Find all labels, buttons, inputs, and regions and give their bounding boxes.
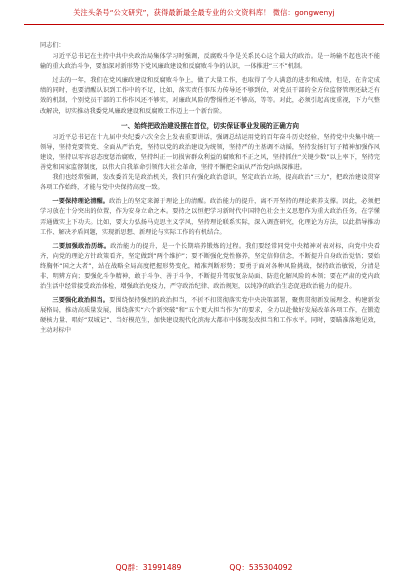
item-training-title: 二要加强政治历练。 bbox=[52, 242, 111, 250]
item-training bbox=[40, 242, 380, 292]
item-theory-body: 政治上的坚定来源于理论上的清醒。政治能力的提升，离不开坚持的理论素养支撑。因此，必须把学习放在十分突出的位置，作为安身立命之本。要持之以恒把学习新时代中国特色社会主义思想作为重大政治任务，在学懂弄通做实上下功夫。比如，要大力弘扬马克思主义学风，坚持理论联系实际，深入调查研究，化理论为方法，以此指导推动工作、解决矛盾问题，实现新思想、新理论与实际工作的有机结合。 bbox=[40, 198, 381, 236]
footer-qq-group: QQ群：31991489 bbox=[115, 563, 182, 572]
item-responsibility-body: 要围绕保持强烈的政治担当，不折不扣贯彻落实党中央决策部署，聚焦贯彻新发展理念、构建新发展格局，推动高质量发展，围绕落实“六个新突破”和“五个更大担当作为”的要求，全力以赴做好发展改革各项工作，在锻造硬核力量、唱好“双城记”、当好模范生，加快建设现代化滨海大都市中体现发改担当和工作水平。同时，要瞄准落地见效，主动对标中 bbox=[40, 297, 381, 335]
footer-contacts bbox=[0, 562, 408, 573]
item-responsibility-title: 三要强化政治担当。 bbox=[52, 297, 110, 305]
footer-qq: QQ：535304092 bbox=[229, 563, 293, 572]
header-divider bbox=[24, 24, 384, 25]
section-heading: 一、始终把政治建设摆在首位，切实保证事业发展的正确方向 bbox=[120, 121, 300, 130]
item-training-body: 政治能力的提升，是一个长期培养锻炼的过程。我们要经常同党中央精神对表对标，向党中央看齐，向党的理论方针政策看齐，坚定做到“两个维护”；要不断强化党性修养，坚定信仰信念，不断提升自身政治觉悟；要始终胸怀“国之大者”，站在战略全局高度把握形势变化，精准判断形势；要勇于面对各种风险挑战，保持政治敏锐，分清是非、明辨方向；要强化斗争精神，敢于斗争、善于斗争，不断提升驾驭复杂局面、防范化解风险的本领；要在严肃的党内政治生活中经常接受政治体检，增强政治免疫力，严守政治纪律、政治规矩，以纯净的政治生态促进政治能力的提升。 bbox=[40, 242, 381, 291]
item-theory-title: 一要保持理论清醒。 bbox=[52, 198, 110, 206]
item-responsibility bbox=[40, 296, 380, 336]
document-body bbox=[40, 41, 380, 337]
salutation: 同志们： bbox=[40, 42, 65, 49]
paragraph-political-organ: 我们也经常强调，发改委首先是政治机关，我们只有强化政治意识，坚定政治立场，提高政治“三力”，把政治建设贯穿各项工作始终，才能与党中央保持高度一致。 bbox=[40, 174, 380, 192]
paragraph-review: 过去的一年，我们在党风廉政建设和反腐败斗争上，做了大量工作，也取得了令人满意的进步和成绩，但是，在肯定成绩的同时，也要清醒认识到工作中的不足，比如，落实责任事压力传导还不够到位，对党员干部的全方位监督管理还缺乏有效的机制，个别党员干部的工作作风还不够实，对廉政风险的警惕性还不够高，等等。对此，必须引起高度重视，下力气整改解决，切实推动我委党风廉政建设和反腐败工作迈上一个新台阶。 bbox=[40, 77, 380, 115]
header-banner: 关注头条号“公文研究”，获得最新最全最专业的公文资料库！ 微信：gongwenyj bbox=[73, 8, 335, 17]
paragraph-speech: 习近平总书记在十九届中央纪委六次全会上发表重要讲话，强调总结运用党的百年奋斗历史经验，坚持党中央集中统一领导，坚持党要管党、全面从严治党，坚持以党的政治建设为统领，坚持严的主基调不动摇，坚持发扬钉钉子精神加强作风建设，坚持以零容忍态度惩治腐败，坚持纠正一切损害群众利益的腐败和不正之风，坚持抓住“关键少数”以上率下，坚持完善党和国家监督制度，以伟大自我革命引领伟大社会革命，坚持不懈把全面从严治党向纵深推进。 bbox=[40, 133, 380, 172]
paragraph-intro: 习近平总书记在主持中共中央政治局集体学习时强调，反腐败斗争是关系民心这个最大的政治。是一场输不起也决不能输的重大政治斗争，要加深对新形势下党风廉政建设和反腐败斗争的认识，一体推进“三不”机制。 bbox=[40, 53, 380, 71]
item-theory bbox=[40, 197, 380, 237]
